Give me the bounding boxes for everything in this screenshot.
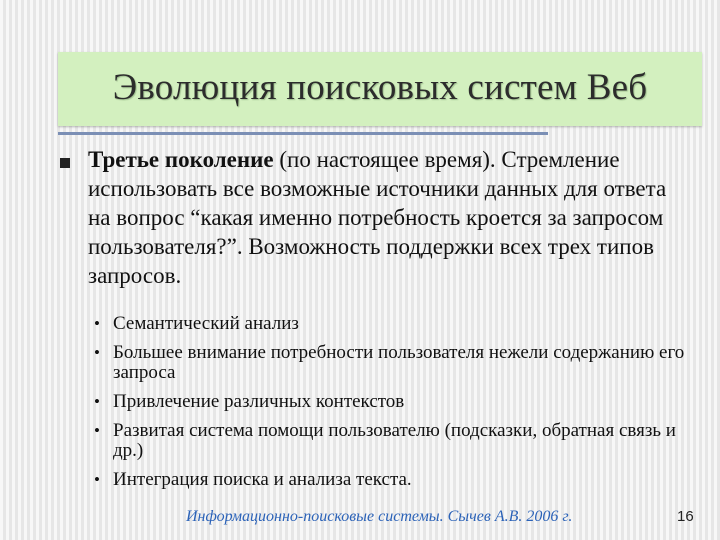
main-bullet-lead: Третье поколение: [88, 147, 274, 172]
footer-caption: Информационно-поисковые системы. Сычев А.В. 2006 г.: [186, 508, 573, 525]
title-underline: [58, 132, 548, 135]
sub-bullet-item: [92, 392, 692, 412]
sub-bullet-text: Большее внимание потребности пользователя нежели содержанию его запроса: [113, 342, 685, 383]
sub-bullet-item: [92, 421, 692, 461]
slide-title: Эволюция поисковых систем Веб: [112, 67, 648, 108]
sub-bullet-text: Семантический анализ: [113, 313, 299, 334]
main-bullet-body: (по настоящее время). Стремление использовать все возможные источники данных для ответа на вопрос “какая именно потребность кроется за запросом пользователя?”. Возможность поддержки всех трех типов запросов.: [88, 147, 667, 288]
sub-bullet-item: [92, 343, 692, 383]
sub-bullet-text: Привлечение различных контекстов: [113, 391, 405, 412]
sub-bullet-list: [92, 314, 692, 499]
bullet-dot-icon: •: [94, 343, 100, 362]
bullet-dot-icon: •: [94, 470, 100, 489]
title-band: [58, 52, 702, 126]
square-bullet-icon: [60, 158, 70, 168]
main-bullet-text: [88, 145, 688, 290]
bullet-dot-icon: •: [94, 421, 100, 440]
page-number: 16: [677, 508, 694, 525]
bullet-dot-icon: •: [94, 392, 100, 411]
sub-bullet-item: [92, 470, 692, 490]
sub-bullet-item: [92, 314, 692, 334]
sub-bullet-text: Развитая система помощи пользователю (подсказки, обратная связь и др.): [113, 420, 676, 461]
bullet-dot-icon: •: [94, 314, 100, 333]
sub-bullet-text: Интеграция поиска и анализа текста.: [113, 469, 412, 490]
